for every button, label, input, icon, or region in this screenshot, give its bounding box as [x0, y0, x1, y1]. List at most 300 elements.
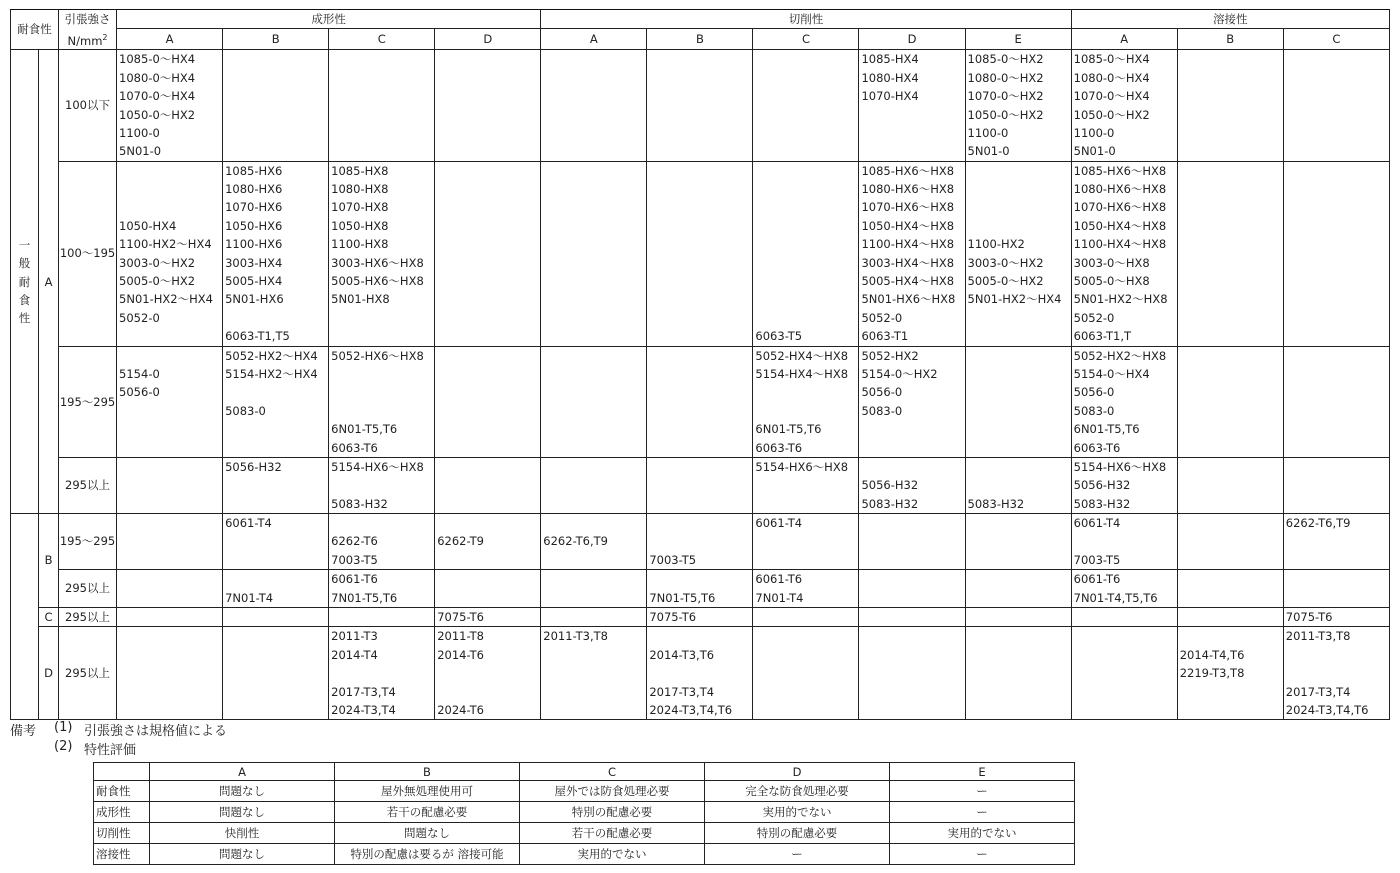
alloy-designation	[329, 476, 434, 494]
alloy-designation: 7N01-T5,T6	[649, 590, 716, 605]
eval-col-d: D	[705, 763, 890, 781]
alloy-designation: 5056-H32	[861, 478, 919, 493]
alloy-cell	[859, 457, 965, 513]
tensile-unit-header	[59, 29, 117, 50]
alloy-designation	[859, 458, 964, 476]
evaluation-table	[93, 762, 1075, 865]
alloy-designation	[753, 383, 858, 401]
alloy-designation: 7003-T5	[331, 552, 378, 567]
alloy-cell	[647, 608, 753, 627]
eval-row	[94, 823, 1075, 844]
alloy-designation: 1100-HX8	[331, 237, 389, 252]
alloy-designation: 1070-0～HX4	[119, 89, 196, 104]
alloy-designation	[223, 476, 328, 494]
corrosion-grade: A	[39, 50, 59, 514]
alloy-designation	[753, 290, 858, 308]
alloy-designation: 1100-HX4～HX8	[861, 237, 955, 252]
cut-col-b-header: B	[647, 29, 753, 50]
alloy-designation	[966, 162, 1071, 180]
eval-col-a: A	[150, 763, 335, 781]
alloy-cell	[965, 514, 1071, 570]
alloy-designation: 5N01-HX2～HX4	[967, 292, 1062, 307]
eval-value: 特別の配慮必要	[705, 823, 890, 844]
alloy-designation: 5083-H32	[967, 496, 1025, 511]
alloy-designation	[753, 272, 858, 290]
corrosion-blank-cell	[11, 514, 39, 720]
alloy-designation: 5052-HX2～HX8	[1073, 348, 1167, 363]
alloy-cell	[435, 570, 541, 608]
general-corrosion-char: 性	[18, 311, 31, 326]
eval-row	[94, 781, 1075, 802]
alloy-designation: 5154-0	[119, 366, 160, 381]
alloy-designation	[966, 198, 1071, 216]
eval-value: 屋外無処理使用可	[335, 781, 520, 802]
alloy-designation: 5083-0	[1073, 403, 1115, 418]
alloy-designation	[753, 309, 858, 327]
alloy-cell	[965, 570, 1071, 608]
eval-value: 問題なし	[150, 781, 335, 802]
alloy-designation: 2011-T3	[331, 629, 378, 644]
alloy-cell	[1177, 50, 1283, 161]
alloy-designation: 5005-0～HX2	[967, 274, 1044, 289]
alloy-designation	[859, 142, 964, 160]
alloy-cell	[1177, 457, 1283, 513]
alloy-designation: 5154-0～HX4	[1073, 366, 1150, 381]
alloy-designation	[753, 217, 858, 235]
alloy-designation: 1085-HX6	[225, 163, 283, 178]
alloy-cell	[965, 50, 1071, 161]
alloy-designation	[966, 309, 1071, 327]
alloy-designation: 5N01-HX8	[331, 292, 390, 307]
alloy-designation: 6063-T6	[1073, 440, 1121, 455]
alloy-designation	[329, 402, 434, 420]
alloy-designation: 6N01-T5,T6	[331, 422, 398, 437]
alloy-designation: 5083-H32	[861, 496, 919, 511]
alloy-designation	[541, 701, 646, 719]
alloy-cell	[859, 161, 965, 346]
alloy-designation: 2014-T4,T6	[1179, 647, 1245, 662]
alloy-cell	[1071, 627, 1177, 720]
alloy-cell	[647, 514, 753, 570]
alloy-designation: 5056-0	[1073, 385, 1115, 400]
alloy-cell	[753, 514, 859, 570]
eval-value: 屋外では防食処理必要	[520, 781, 705, 802]
alloy-cell	[859, 627, 965, 720]
alloy-designation: 2011-T3,T8	[1285, 629, 1351, 644]
alloy-designation: 1080-HX6～HX8	[1073, 182, 1167, 197]
alloy-cell	[1177, 570, 1283, 608]
eval-value: 実用的でない	[520, 844, 705, 865]
alloy-designation: 1070-HX6～HX8	[861, 200, 955, 215]
alloy-designation: 2011-T3,T8	[543, 629, 608, 644]
table-row	[11, 627, 1390, 720]
alloy-designation: 6262-T6,T9	[543, 534, 608, 549]
alloy-cell	[965, 608, 1071, 627]
alloy-designation: 1050-0～HX2	[967, 107, 1044, 122]
alloy-designation	[223, 532, 328, 550]
alloy-cell	[965, 627, 1071, 720]
alloy-designation	[223, 439, 328, 457]
alloy-designation	[1284, 551, 1389, 569]
alloy-cell	[541, 608, 647, 627]
table-row	[11, 161, 1390, 346]
alloy-cell	[329, 608, 435, 627]
eval-value: 問題なし	[150, 844, 335, 865]
eval-row-label: 成形性	[94, 802, 150, 823]
alloy-cell	[1177, 608, 1283, 627]
alloy-designation: 5005-HX4	[225, 274, 283, 289]
alloy-designation	[117, 198, 222, 216]
alloy-designation: 5154-HX6～HX8	[331, 459, 424, 474]
alloy-cell	[435, 50, 541, 161]
alloy-designation: 1080-HX4	[861, 70, 919, 85]
alloy-cell	[1177, 514, 1283, 570]
alloy-designation	[753, 180, 858, 198]
alloy-designation: 2014-T4	[331, 647, 378, 662]
alloy-designation	[541, 514, 646, 532]
alloy-designation: 5052-0	[119, 310, 160, 325]
tensile-strength: 295以上	[59, 608, 117, 627]
alloy-designation	[1284, 532, 1389, 550]
alloy-designation: 1070-0～HX4	[1073, 89, 1150, 104]
tensile-strength: 295以上	[59, 627, 117, 720]
alloy-cell	[329, 514, 435, 570]
eval-value: 快削性	[150, 823, 335, 844]
alloy-cell	[329, 570, 435, 608]
alloy-designation	[647, 664, 752, 682]
alloy-designation: 6061-T4	[1073, 516, 1121, 531]
alloy-designation: 1100-0	[119, 125, 160, 140]
alloy-designation: 1100-HX6	[225, 237, 283, 252]
alloy-designation: 6063-T1	[861, 329, 909, 344]
eval-row	[94, 802, 1075, 823]
alloy-designation: 6N01-T5,T6	[755, 422, 822, 437]
form-col-d-header: D	[435, 29, 541, 50]
alloy-designation: 7N01-T5,T6	[331, 590, 398, 605]
alloy-cell	[1283, 608, 1389, 627]
alloy-cell	[965, 457, 1071, 513]
tensile-strength: 100～195	[59, 161, 117, 346]
alloy-designation: 5052-HX2～HX4	[225, 348, 318, 363]
alloy-cell	[1071, 50, 1177, 161]
alloy-designation	[223, 551, 328, 569]
alloy-designation	[647, 570, 752, 588]
alloy-designation	[329, 664, 434, 682]
alloy-cell	[859, 570, 965, 608]
form-col-a-header: A	[117, 29, 223, 50]
alloy-cell	[1071, 608, 1177, 627]
table-row	[11, 346, 1390, 457]
alloy-designation: 2017-T3,T4	[649, 684, 715, 699]
alloy-designation: 6061-T6	[331, 572, 378, 587]
alloy-cell	[647, 346, 753, 457]
alloy-designation: 6061-T4	[755, 516, 803, 531]
alloy-designation: 1080-0～HX2	[967, 70, 1044, 85]
alloy-designation: 5083-H32	[1073, 496, 1131, 511]
alloy-cell	[223, 570, 329, 608]
alloy-designation	[541, 664, 646, 682]
alloy-designation: 3003-0～HX2	[119, 255, 196, 270]
alloy-cell	[117, 570, 223, 608]
alloy-cell	[541, 161, 647, 346]
alloy-designation: 5083-0	[861, 403, 903, 418]
alloy-designation: 1080-HX6	[225, 182, 283, 197]
alloy-designation	[223, 383, 328, 401]
alloy-cell	[965, 346, 1071, 457]
alloy-cell	[965, 161, 1071, 346]
alloy-designation: 6063-T5	[755, 329, 803, 344]
alloy-designation: 1100-HX2～HX4	[119, 237, 212, 252]
alloy-designation	[117, 347, 222, 365]
alloy-designation: 2024-T3,T4,T6	[649, 703, 733, 718]
alloy-designation	[966, 180, 1071, 198]
alloy-designation: 5005-0～HX8	[1073, 274, 1150, 289]
alloy-designation: 6262-T6	[331, 534, 378, 549]
alloy-designation: 5005-0～HX2	[119, 274, 196, 289]
alloy-cell	[435, 514, 541, 570]
alloy-designation: 6063-T6	[331, 440, 378, 455]
alloy-designation: 6061-T4	[225, 516, 272, 531]
alloy-cell	[117, 608, 223, 627]
notes-label: 備考	[10, 724, 37, 739]
alloy-designation: 2024-T3,T4	[331, 703, 396, 718]
alloy-designation: 5052-HX2	[861, 348, 919, 363]
alloy-designation: 1070-HX6	[225, 200, 283, 215]
alloy-cell	[223, 608, 329, 627]
corrosion-grade: B	[39, 514, 59, 608]
alloy-designation: 5N01-HX6～HX8	[861, 292, 956, 307]
alloy-designation: 2014-T6	[437, 647, 484, 662]
tensile-strength: 100以下	[59, 50, 117, 161]
alloy-cell	[117, 457, 223, 513]
alloy-designation	[859, 106, 964, 124]
cut-col-e-header: E	[965, 29, 1071, 50]
alloy-designation	[1284, 646, 1389, 664]
alloy-cell	[223, 457, 329, 513]
alloy-cell	[1071, 346, 1177, 457]
alloy-designation	[966, 476, 1071, 494]
form-col-b-header: B	[223, 29, 329, 50]
alloy-designation: 3003-0～HX2	[967, 255, 1044, 270]
alloy-designation	[541, 551, 646, 569]
tensile-strength: 295以上	[59, 457, 117, 513]
alloy-cell	[859, 514, 965, 570]
alloy-cell	[329, 161, 435, 346]
alloy-cell	[223, 161, 329, 346]
alloy-designation: 1085-0～HX4	[1073, 52, 1150, 67]
alloy-designation	[117, 162, 222, 180]
alloy-designation	[859, 420, 964, 438]
tensile-strength: 295以上	[59, 570, 117, 608]
alloy-designation	[753, 402, 858, 420]
alloy-designation	[647, 532, 752, 550]
alloy-designation	[1178, 683, 1283, 701]
cut-col-a-header: A	[541, 29, 647, 50]
alloy-designation	[329, 514, 434, 532]
tensile-header-line1: 引張強さ	[59, 10, 117, 29]
alloy-designation	[859, 439, 964, 457]
alloy-designation: 6063-T1,T	[1073, 329, 1132, 344]
cut-col-d-header: D	[859, 29, 965, 50]
eval-value: 若干の配慮必要	[335, 802, 520, 823]
alloy-designation: 7N01-T4,T5,T6	[1073, 590, 1158, 605]
tensile-unit-sup: 2	[102, 32, 108, 42]
alloy-designation	[753, 198, 858, 216]
tensile-unit: N/mm	[67, 33, 103, 48]
weld-col-c-header: C	[1283, 29, 1389, 50]
eval-row-label: 耐食性	[94, 781, 150, 802]
alloy-designation: 5056-0	[119, 385, 160, 400]
alloy-cell	[223, 514, 329, 570]
alloy-cell	[223, 627, 329, 720]
alloy-designation: 7N01-T4	[755, 590, 804, 605]
general-corrosion-char: 耐	[18, 274, 31, 289]
alloy-cell	[753, 161, 859, 346]
alloy-designation: 1050-HX6	[225, 218, 283, 233]
alloy-designation	[859, 124, 964, 142]
alloy-cell	[753, 627, 859, 720]
alloy-cell	[329, 50, 435, 161]
alloy-designation: 2017-T3,T4	[1285, 684, 1351, 699]
alloy-designation: 2017-T3,T4	[331, 684, 396, 699]
alloy-cell	[223, 50, 329, 161]
alloy-designation: 5005-HX6～HX8	[331, 274, 424, 289]
alloy-designation: 2219-T3,T8	[1179, 666, 1245, 681]
alloy-designation	[435, 683, 540, 701]
alloy-designation	[647, 514, 752, 532]
alloy-cell	[859, 608, 965, 627]
corrosion-grade: D	[39, 627, 59, 720]
alloy-designation: 7075-T6	[1285, 610, 1333, 625]
weld-col-a-header: A	[1071, 29, 1177, 50]
eval-corner	[94, 763, 150, 781]
alloy-designation: 5N01-0	[119, 144, 162, 159]
eval-col-e: E	[890, 763, 1075, 781]
eval-value: ー	[890, 802, 1075, 823]
alloy-cell	[329, 346, 435, 457]
alloy-designation: 1050-0～HX2	[1073, 107, 1150, 122]
alloy-designation	[435, 514, 540, 532]
alloy-cell	[1177, 346, 1283, 457]
alloy-cell	[1071, 514, 1177, 570]
alloy-cell	[435, 161, 541, 346]
alloy-designation: 1080-HX8	[331, 182, 389, 197]
machinability-header: 切削性	[541, 10, 1071, 29]
alloy-designation	[1178, 701, 1283, 719]
alloy-designation: 5056-H32	[225, 459, 282, 474]
alloy-designation	[541, 683, 646, 701]
eval-row-label: 切削性	[94, 823, 150, 844]
alloy-cell	[435, 457, 541, 513]
alloy-designation: 5154-HX2～HX4	[225, 366, 318, 381]
alloy-designation: 5N01-HX2～HX8	[1073, 292, 1168, 307]
alloy-designation: 5N01-HX6	[225, 292, 284, 307]
alloy-designation	[1178, 627, 1283, 645]
alloy-cell	[541, 346, 647, 457]
eval-row-label: 溶接性	[94, 844, 150, 865]
note1-text: 引張強さは規格値による	[84, 724, 228, 739]
eval-value: 実用的でない	[705, 802, 890, 823]
table-row	[11, 50, 1390, 161]
alloy-designation: 6063-T1,T5	[225, 329, 290, 344]
table-row	[11, 570, 1390, 608]
table-row	[11, 457, 1390, 513]
alloy-designation	[329, 365, 434, 383]
alloy-designation: 1100-HX2	[967, 237, 1025, 252]
alloy-designation	[435, 664, 540, 682]
alloy-designation	[329, 309, 434, 327]
alloy-designation: 6063-T6	[755, 440, 803, 455]
alloy-cell	[117, 514, 223, 570]
eval-value: ー	[890, 781, 1075, 802]
alloy-designation	[753, 235, 858, 253]
alloy-designation: 5005-HX4～HX8	[861, 274, 955, 289]
alloy-designation	[223, 495, 328, 513]
eval-value: 特別の配慮必要	[520, 802, 705, 823]
alloy-designation	[753, 495, 858, 513]
eval-value: 完全な防食処理必要	[705, 781, 890, 802]
alloy-cell	[541, 570, 647, 608]
alloy-cell	[435, 608, 541, 627]
alloy-designation: 3003-HX4	[225, 255, 283, 270]
alloy-cell	[329, 457, 435, 513]
eval-row	[94, 844, 1075, 865]
tensile-strength: 195～295	[59, 346, 117, 457]
alloy-designation: 5N01-0	[967, 144, 1010, 159]
general-corrosion-char: 食	[18, 292, 31, 307]
alloy-designation: 6262-T6,T9	[1285, 516, 1351, 531]
alloy-designation	[1072, 532, 1177, 550]
alloy-designation: 5083-0	[225, 403, 266, 418]
tensile-strength: 195～295	[59, 514, 117, 570]
alloy-designation: 5052-HX4～HX8	[755, 348, 849, 363]
eval-value: 若干の配慮必要	[520, 823, 705, 844]
alloy-property-table	[10, 9, 1390, 720]
alloy-designation	[966, 217, 1071, 235]
alloy-cell	[1283, 161, 1389, 346]
cut-col-c-header: C	[753, 29, 859, 50]
alloy-cell	[753, 346, 859, 457]
note2-number: (2)	[54, 739, 73, 754]
alloy-cell	[753, 570, 859, 608]
alloy-designation	[223, 420, 328, 438]
general-corrosion-label	[11, 50, 39, 514]
alloy-cell	[1177, 627, 1283, 720]
alloy-designation: 6061-T6	[755, 572, 803, 587]
alloy-cell	[1283, 457, 1389, 513]
formability-header: 成形性	[117, 10, 541, 29]
alloy-cell	[117, 50, 223, 161]
alloy-cell	[647, 627, 753, 720]
alloy-cell	[541, 50, 647, 161]
alloy-designation	[753, 476, 858, 494]
alloy-designation: 1100-HX4～HX8	[1073, 237, 1167, 252]
eval-value: 問題なし	[150, 802, 335, 823]
alloy-cell	[859, 346, 965, 457]
alloy-designation: 1085-HX6～HX8	[1073, 163, 1167, 178]
table-row	[11, 608, 1390, 627]
alloy-designation: 2011-T8	[437, 629, 484, 644]
alloy-cell	[117, 161, 223, 346]
alloy-designation: 1085-HX4	[861, 52, 919, 67]
alloy-designation: 5052-0	[1073, 310, 1115, 325]
alloy-designation: 1050-HX4～HX8	[861, 218, 955, 233]
alloy-designation: 5052-0	[861, 310, 903, 325]
alloy-designation	[647, 627, 752, 645]
alloy-cell	[1283, 627, 1389, 720]
alloy-designation	[117, 420, 222, 438]
alloy-designation: 1085-0～HX2	[967, 52, 1044, 67]
